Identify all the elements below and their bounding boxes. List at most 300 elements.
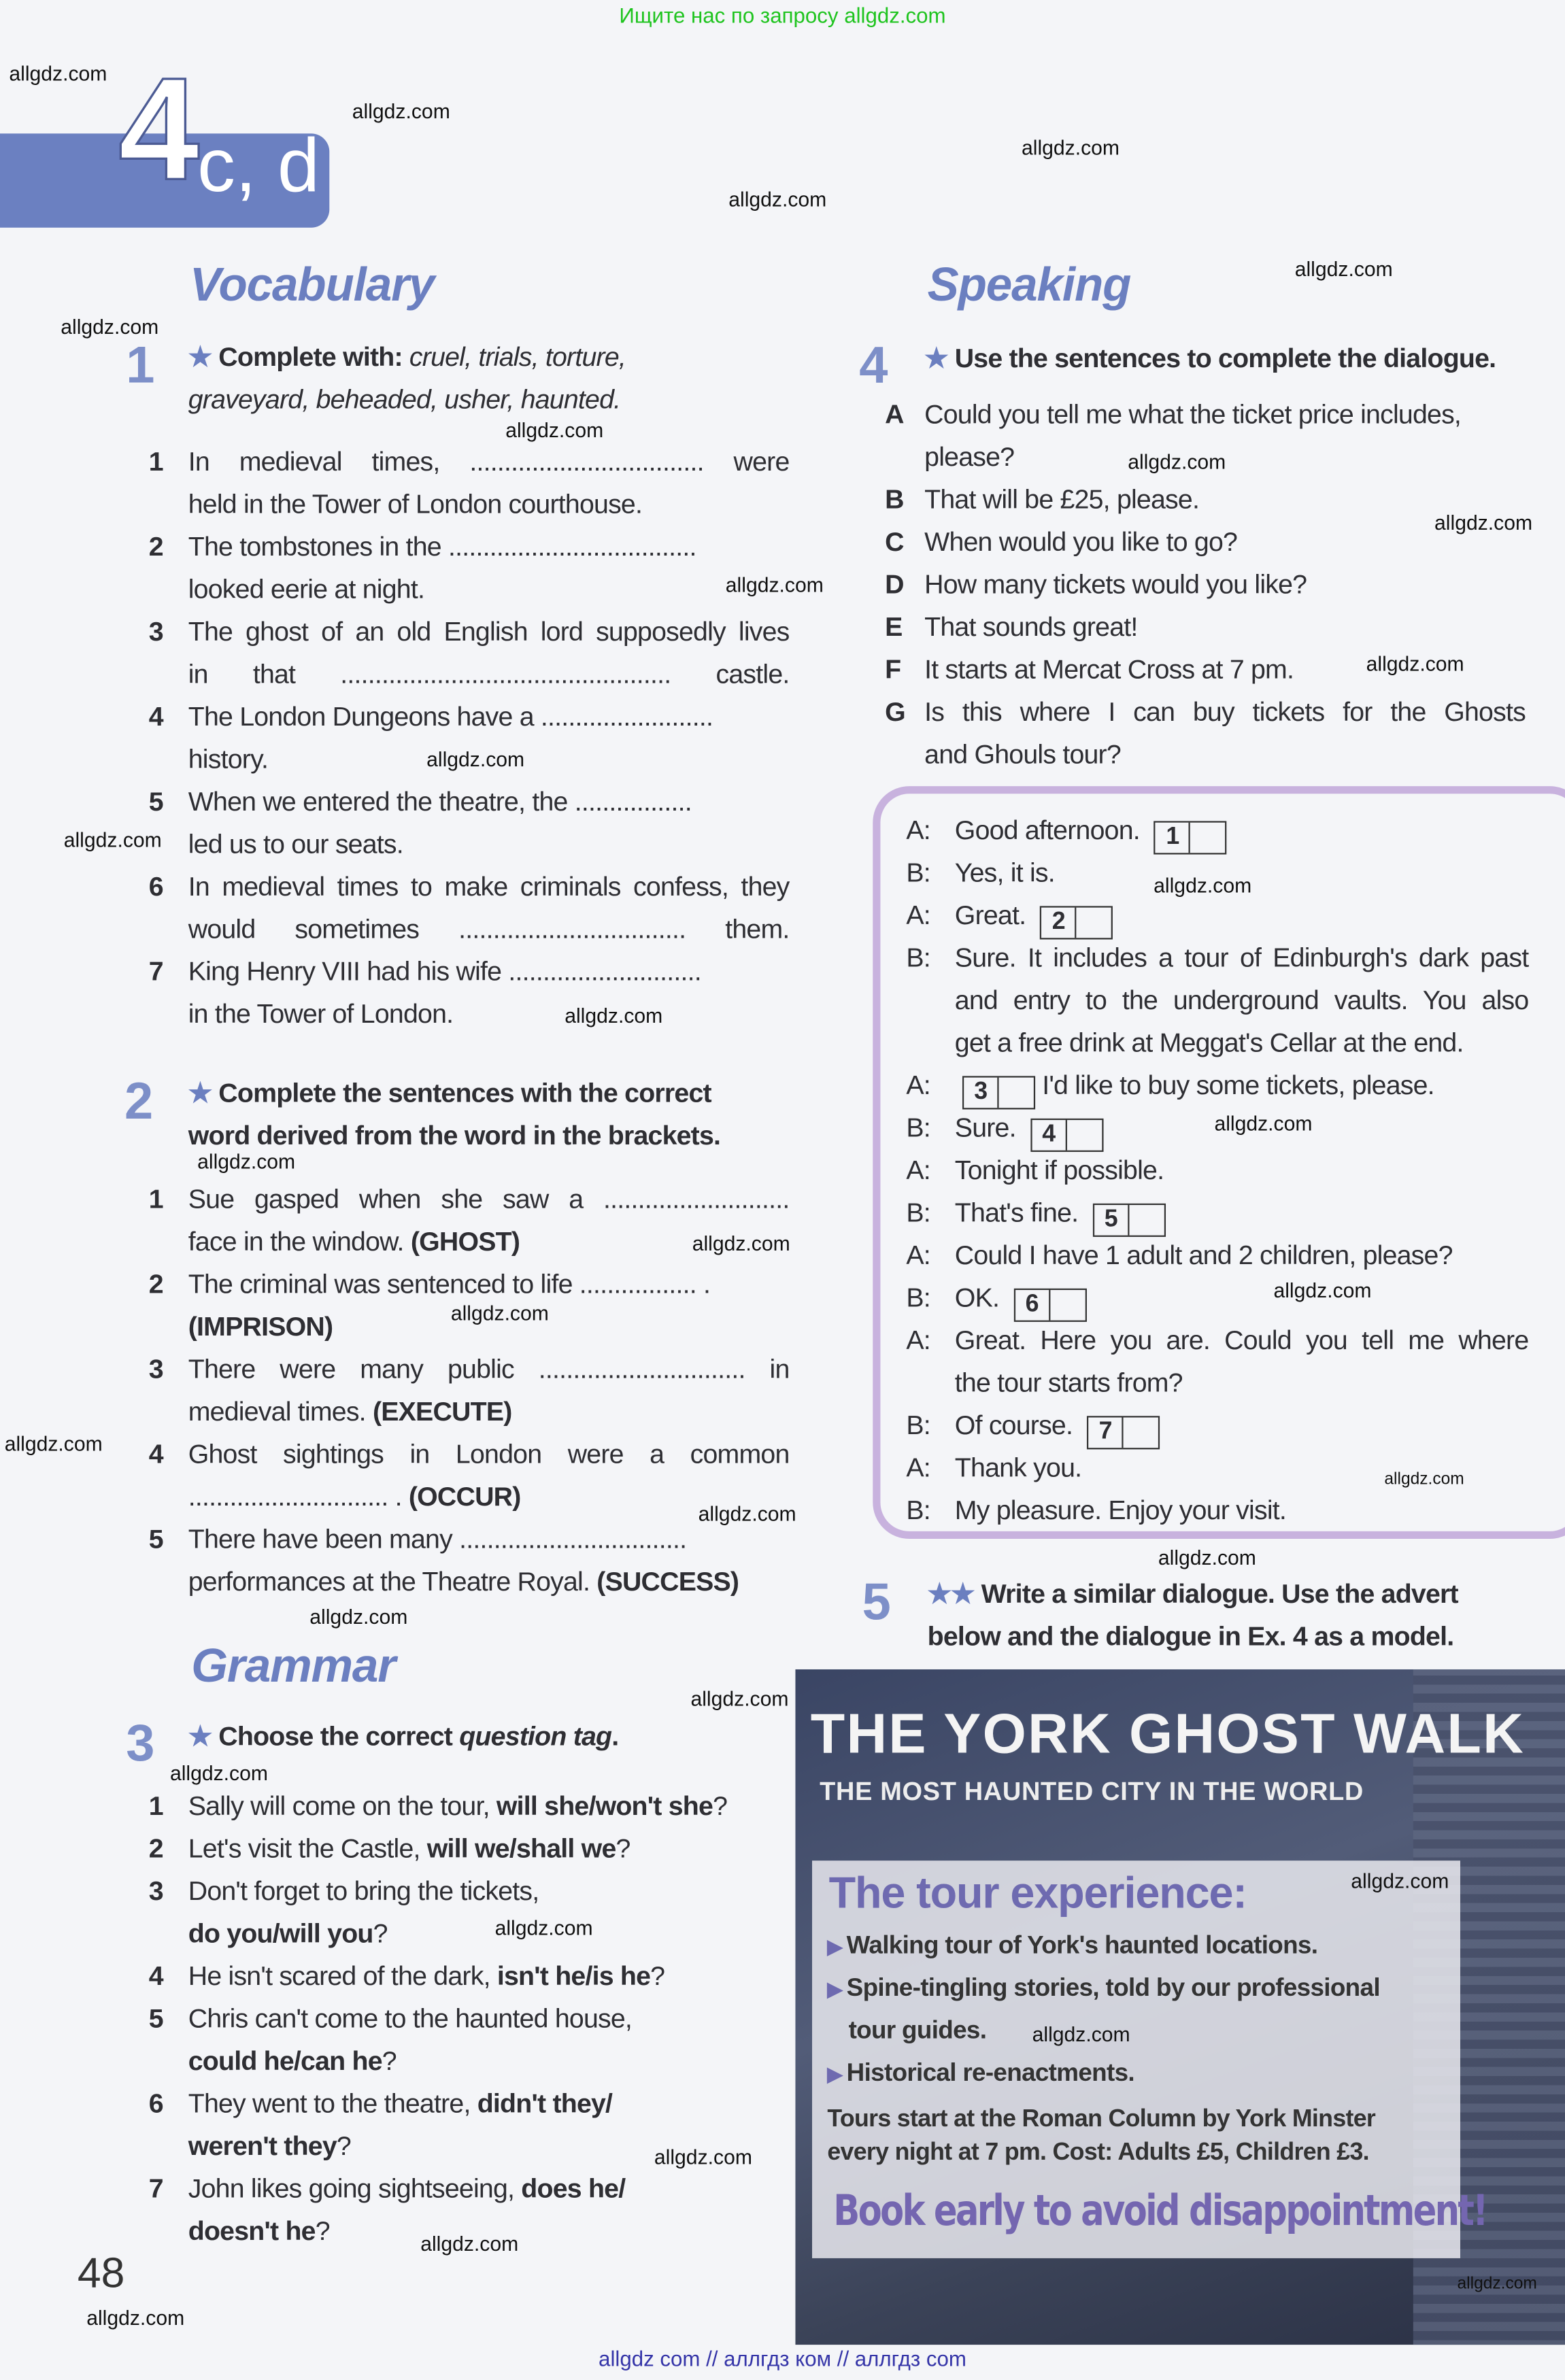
watermark: allgdz.com xyxy=(420,2232,519,2256)
bullet-text: Walking tour of York's haunted locations. xyxy=(846,1932,1318,1960)
text-segment: Is this where I can buy tickets for the Ghosts xyxy=(924,696,1526,728)
watermark: allgdz.com xyxy=(9,62,107,85)
star-icon: ★ xyxy=(188,1077,219,1108)
speaking-heading: Speaking xyxy=(927,258,1131,311)
triangle-bullet-icon: ▶ xyxy=(827,1977,842,2001)
answer-box xyxy=(1093,1204,1166,1237)
item-label: 1 xyxy=(148,1790,163,1822)
text-segment: Complete the sentences with the correct xyxy=(218,1077,711,1108)
line-text xyxy=(955,979,1529,1021)
watermark: allgdz.com xyxy=(86,2307,185,2330)
watermark: allgdz.com xyxy=(1366,652,1464,676)
item-label xyxy=(906,1361,954,1404)
watermark: allgdz.com xyxy=(690,1687,789,1711)
item-label: E xyxy=(885,611,903,643)
line-text xyxy=(955,1021,1529,1064)
item-label: A: xyxy=(906,1452,930,1483)
line-text xyxy=(924,690,1526,732)
text-segment: The ghost of an old English lord supposedly lives xyxy=(188,616,790,647)
line-text xyxy=(188,1178,790,1220)
item-line xyxy=(149,1518,790,1560)
line-text xyxy=(188,440,790,482)
item-line xyxy=(906,1404,1528,1446)
line-text xyxy=(188,993,790,1035)
item-label xyxy=(149,483,188,525)
item-line xyxy=(149,1785,790,1827)
text-segment: Great. xyxy=(954,900,1033,931)
exercise-number: 2 xyxy=(124,1072,154,1131)
text-line xyxy=(906,1361,1528,1404)
triangle-bullet-icon: ▶ xyxy=(827,2062,842,2086)
text-segment: (SUCCESS) xyxy=(596,1566,739,1597)
answer-box-number: 7 xyxy=(1089,1418,1124,1448)
text-segment: didn't they/ xyxy=(477,2088,613,2119)
text-line xyxy=(149,993,790,1035)
line-text xyxy=(188,1433,790,1475)
item-label xyxy=(885,337,924,379)
text-segment: Ghost sightings in London were a common xyxy=(188,1438,790,1469)
text-segment: held in the Tower of London courthouse. xyxy=(188,488,643,520)
item-label xyxy=(149,1715,188,1757)
item-label xyxy=(149,1912,188,1954)
answer-box xyxy=(1087,1416,1160,1449)
watermark: allgdz.com xyxy=(426,748,525,771)
item-label: G xyxy=(885,696,905,728)
item-label: B: xyxy=(906,1282,930,1313)
text-segment: The criminal was sentenced to life ................. . xyxy=(188,1268,711,1299)
watermark: allgdz.com xyxy=(505,418,604,442)
item-label: 6 xyxy=(148,2088,163,2119)
watermark: allgdz.com xyxy=(169,1762,268,1785)
text-segment: ? xyxy=(373,1918,388,1949)
text-segment: Yes, it is. xyxy=(954,857,1055,888)
text-segment: When would you like to go? xyxy=(924,526,1238,558)
text-segment: John likes going sightseeing, xyxy=(188,2173,522,2204)
watermark: allgdz.com xyxy=(1294,258,1393,281)
item-label: 2 xyxy=(148,531,163,562)
line-text xyxy=(188,950,790,992)
line-text xyxy=(955,936,1529,979)
item-label xyxy=(149,653,188,695)
text-segment: the tour starts from? xyxy=(954,1367,1183,1398)
item-line xyxy=(149,1433,790,1475)
tour-info-line: every night at 7 pm. Cost: Adults £5, Children £3. xyxy=(827,2139,1369,2166)
item-label: 4 xyxy=(148,1438,163,1469)
line-text xyxy=(955,1149,1529,1191)
watermark: allgdz.com xyxy=(61,316,159,339)
item-line xyxy=(149,1997,790,2039)
line-text xyxy=(924,605,1526,647)
exercise-number: 3 xyxy=(126,1714,155,1773)
item-line xyxy=(885,521,1526,563)
text-segment: looked eerie at night. xyxy=(188,573,425,605)
text-segment: When we entered the theatre, the ................. xyxy=(188,786,692,817)
watermark: allgdz.com xyxy=(1214,1112,1313,1136)
text-line xyxy=(885,337,1526,379)
item-line xyxy=(906,1064,1528,1106)
text-line xyxy=(149,335,790,377)
line-text xyxy=(188,653,790,695)
exercise-1 xyxy=(149,335,790,1035)
watermark: allgdz.com xyxy=(1128,450,1226,474)
item-label xyxy=(149,908,188,950)
item-label: B: xyxy=(906,1112,930,1143)
text-segment: OK. xyxy=(954,1282,1007,1313)
text-segment: King Henry VIII had his wife ............................ xyxy=(188,956,701,987)
watermark: allgdz.com xyxy=(197,1150,296,1174)
text-segment: ? xyxy=(315,2215,330,2247)
text-segment: There were many public .............................. in xyxy=(188,1353,790,1384)
text-segment: and entry to the underground vaults. You also xyxy=(954,985,1529,1016)
line-text xyxy=(924,337,1526,379)
item-label xyxy=(885,733,924,775)
line-text xyxy=(955,1319,1529,1361)
advert-panel xyxy=(812,1860,1487,2258)
star-icon: ★ xyxy=(924,343,955,374)
dialogue xyxy=(906,809,1528,1531)
item-label: A: xyxy=(906,1070,930,1101)
item-label: 5 xyxy=(148,2003,163,2034)
text-line xyxy=(885,733,1526,775)
watermark: allgdz.com xyxy=(725,573,824,597)
text-segment: word derived from the word in the brackets. xyxy=(188,1120,721,1151)
text-segment: Sally will come on the tour, xyxy=(188,1790,497,1822)
text-segment: Could you tell me what the ticket price includes, xyxy=(924,398,1462,430)
text-segment: (GHOST) xyxy=(410,1226,520,1257)
watermark: allgdz.com xyxy=(565,1004,663,1027)
text-segment: Chris can't come to the haunted house, xyxy=(188,2003,633,2034)
text-segment: That sounds great! xyxy=(924,611,1138,643)
text-segment: Let's visit the Castle, xyxy=(188,1833,427,1864)
text-segment: could he/can he xyxy=(188,2045,382,2077)
text-segment: weren't they xyxy=(188,2130,337,2162)
watermark: allgdz.com xyxy=(692,1232,790,1255)
item-label xyxy=(149,2210,188,2252)
tour-info xyxy=(827,2103,1375,2170)
answer-box-number: 5 xyxy=(1094,1205,1129,1236)
item-line xyxy=(149,865,790,907)
item-label xyxy=(149,335,188,377)
bullet-text: Historical re-enactments. xyxy=(846,2059,1134,2087)
text-segment: (EXECUTE) xyxy=(372,1396,512,1427)
item-label: A: xyxy=(906,1325,930,1355)
watermark: allgdz.com xyxy=(352,100,450,123)
line-text xyxy=(188,568,790,610)
text-segment: does he/ xyxy=(521,2173,626,2204)
item-label: C xyxy=(885,526,904,558)
line-text xyxy=(188,335,790,377)
triangle-bullet-icon: ▶ xyxy=(827,1935,842,1958)
text-segment: ? xyxy=(382,2045,397,2077)
line-text xyxy=(188,780,790,822)
line-text xyxy=(188,1072,790,1114)
item-label xyxy=(149,738,188,780)
text-segment: do you/will you xyxy=(188,1918,373,1949)
text-segment: will she/won't she xyxy=(496,1790,713,1822)
item-line xyxy=(149,780,790,822)
text-segment: get a free drink at Meggat's Cellar at the end. xyxy=(954,1027,1464,1058)
line-text xyxy=(188,865,790,907)
text-line xyxy=(149,1390,790,1432)
panel-heading: The tour experience: xyxy=(828,1869,1247,1918)
watermark: allgdz.com xyxy=(1154,874,1252,897)
line-text xyxy=(188,1870,790,1912)
item-line xyxy=(149,950,790,992)
item-label xyxy=(149,1072,188,1114)
text-line xyxy=(149,1475,790,1517)
text-segment: Good afternoon. xyxy=(954,815,1147,846)
watermark: allgdz.com xyxy=(698,1502,796,1525)
line-text xyxy=(955,1276,1529,1319)
watermark: allgdz.com xyxy=(1457,2275,1537,2294)
text-line xyxy=(149,483,790,525)
item-label: F xyxy=(885,653,901,685)
item-label xyxy=(149,568,188,610)
line-text xyxy=(188,1390,790,1432)
top-search-note: Ищите нас по запросу allgdz.com xyxy=(619,3,946,28)
line-text xyxy=(188,483,790,525)
item-line xyxy=(149,2082,790,2124)
watermark: allgdz.com xyxy=(4,1432,103,1456)
text-segment: Complete with: xyxy=(218,341,409,372)
text-segment: (IMPRISON) xyxy=(188,1311,333,1342)
text-segment: ............................. . xyxy=(188,1481,409,1512)
item-label: 1 xyxy=(148,446,163,477)
item-label xyxy=(885,436,924,478)
item-label xyxy=(149,2125,188,2167)
text-line xyxy=(149,568,790,610)
line-text xyxy=(188,1997,790,2039)
line-text xyxy=(188,1348,790,1390)
unit-number: 4 xyxy=(118,48,200,211)
text-line xyxy=(149,1912,790,1954)
watermark: allgdz.com xyxy=(1273,1279,1372,1302)
advert-title: THE YORK GHOST WALK xyxy=(810,1703,1525,1765)
watermark: allgdz.com xyxy=(1351,1869,1449,1893)
line-text xyxy=(188,1912,790,1954)
text-line xyxy=(149,908,790,950)
line-text xyxy=(188,2040,790,2082)
text-segment: They went to the theatre, xyxy=(188,2088,477,2119)
text-segment: It starts at Mercat Cross at 7 pm. xyxy=(924,653,1294,685)
text-line xyxy=(888,1572,1529,1614)
text-segment: cruel, trials, torture, xyxy=(409,341,626,372)
text-segment: will we/shall we xyxy=(426,1833,616,1864)
text-segment: Sure. xyxy=(954,1112,1023,1143)
line-text xyxy=(188,2167,790,2209)
line-text xyxy=(188,823,790,865)
text-segment: question tag xyxy=(459,1720,612,1752)
item-label: D xyxy=(885,568,904,600)
item-label: 5 xyxy=(148,786,163,817)
text-segment: ? xyxy=(616,1833,630,1864)
item-line xyxy=(885,563,1526,605)
text-segment: in that ................................................ castle. xyxy=(188,658,790,690)
exercise-4 xyxy=(885,337,1526,775)
watermark: allgdz.com xyxy=(450,1302,549,1325)
item-label: 4 xyxy=(148,1960,163,1992)
text-segment: He isn't scared of the dark, xyxy=(188,1960,497,1992)
item-line xyxy=(906,1319,1528,1361)
item-label: 1 xyxy=(148,1183,163,1214)
item-line xyxy=(149,1827,790,1869)
line-text xyxy=(188,1827,790,1869)
answer-box xyxy=(1041,906,1113,939)
star-icon: ★ xyxy=(188,1720,219,1752)
item-label: B: xyxy=(906,1495,930,1525)
item-line xyxy=(906,1489,1528,1531)
item-line xyxy=(885,393,1526,435)
line-text xyxy=(924,733,1526,775)
item-line xyxy=(149,610,790,652)
text-segment: There have been many ................................. xyxy=(188,1523,687,1554)
item-label xyxy=(149,1560,188,1602)
text-segment: and Ghouls tour? xyxy=(924,738,1121,770)
item-line xyxy=(149,2167,790,2209)
text-segment: Choose the correct xyxy=(218,1720,460,1752)
vocabulary-heading: Vocabulary xyxy=(189,258,435,311)
text-segment: That will be £25, please. xyxy=(924,483,1200,515)
bottom-note: allgdz com // аллгдз ком // аллгдз com xyxy=(599,2346,966,2371)
text-segment: medieval times. xyxy=(188,1396,373,1427)
watermark: allgdz.com xyxy=(1158,1546,1256,1569)
answer-box xyxy=(1154,821,1227,854)
page-number: 48 xyxy=(77,2249,125,2296)
item-label: 3 xyxy=(148,616,163,647)
text-segment: history. xyxy=(188,743,269,775)
text-segment: Of course. xyxy=(954,1410,1080,1440)
watermark: allgdz.com xyxy=(1434,511,1533,534)
text-segment: Don't forget to bring the tickets, xyxy=(188,1875,539,1907)
item-line xyxy=(906,894,1528,936)
line-text xyxy=(955,1361,1529,1404)
text-segment: in the Tower of London. xyxy=(188,998,454,1030)
york-ghost-walk-advert xyxy=(795,1669,1565,2345)
text-line xyxy=(149,1072,790,1114)
text-segment: I'd like to buy some tickets, please. xyxy=(1035,1070,1434,1101)
line-text xyxy=(955,1064,1529,1106)
text-segment: performances at the Theatre Royal. xyxy=(188,1566,597,1597)
bullet-item xyxy=(827,2052,1134,2096)
item-line xyxy=(885,690,1526,732)
watermark: allgdz.com xyxy=(1384,1470,1464,1489)
item-label xyxy=(906,1021,954,1064)
line-text xyxy=(955,894,1529,936)
text-segment: The tombstones in the .................................... xyxy=(188,531,696,562)
item-line xyxy=(149,440,790,482)
item-label: 3 xyxy=(148,1875,163,1907)
answer-box-number: 4 xyxy=(1032,1120,1066,1151)
line-text xyxy=(924,393,1526,435)
item-line xyxy=(149,1263,790,1305)
grammar-heading: Grammar xyxy=(191,1639,396,1693)
line-text xyxy=(928,1615,1529,1657)
item-label: 2 xyxy=(148,1268,163,1299)
item-line xyxy=(906,1149,1528,1191)
item-line xyxy=(906,809,1528,851)
text-segment: ? xyxy=(336,2130,351,2162)
item-label xyxy=(149,993,188,1035)
item-line xyxy=(906,1276,1528,1319)
text-segment: face in the window. xyxy=(188,1226,411,1257)
item-label: B xyxy=(885,483,904,515)
item-line xyxy=(885,478,1526,520)
line-text xyxy=(188,908,790,950)
item-label: A: xyxy=(906,1155,930,1186)
text-line xyxy=(149,1560,790,1602)
line-text xyxy=(955,1191,1529,1234)
line-text xyxy=(188,695,790,737)
item-line xyxy=(149,695,790,737)
item-label xyxy=(149,1114,188,1156)
line-text xyxy=(955,1404,1529,1446)
text-segment: doesn't he xyxy=(188,2215,316,2247)
text-segment: graveyard, beheaded, usher, haunted. xyxy=(188,384,621,415)
exercise-number: 5 xyxy=(862,1574,891,1632)
item-line xyxy=(906,1191,1528,1234)
unit-letters: c, d xyxy=(197,122,320,208)
item-line xyxy=(149,525,790,567)
text-segment: led us to our seats. xyxy=(188,828,403,860)
advert-subtitle: THE MOST HAUNTED CITY IN THE WORLD xyxy=(820,1777,1364,1806)
watermark: allgdz.com xyxy=(494,1916,593,1940)
text-segment: would sometimes ................................. them. xyxy=(188,913,790,945)
exercise-3 xyxy=(149,1715,790,2252)
text-segment: My pleasure. Enjoy your visit. xyxy=(954,1495,1287,1525)
answer-box xyxy=(962,1076,1035,1109)
item-line xyxy=(885,605,1526,647)
item-line xyxy=(149,1870,790,1912)
exercise-number: 4 xyxy=(859,337,888,395)
text-segment: That's fine. xyxy=(954,1197,1086,1228)
item-label: B: xyxy=(906,1197,930,1228)
exercise-number: 1 xyxy=(126,337,155,395)
item-label: 7 xyxy=(148,2173,163,2204)
item-label: A: xyxy=(906,815,930,846)
tour-info-line: Tours start at the Roman Column by York Minster xyxy=(827,2106,1376,2132)
line-text xyxy=(955,1489,1529,1531)
text-line xyxy=(149,2040,790,2082)
text-segment: Thank you. xyxy=(954,1452,1082,1483)
item-label: A: xyxy=(906,1240,930,1271)
text-segment: How many tickets would you like? xyxy=(924,568,1307,600)
line-text xyxy=(955,1234,1529,1276)
bullet-item-continued: tour guides. xyxy=(848,2017,987,2045)
bullet-item xyxy=(827,1924,1317,1969)
item-label: 2 xyxy=(148,1833,163,1864)
watermark: allgdz.com xyxy=(1032,2022,1130,2046)
star-icon: ★ xyxy=(188,341,219,372)
item-line xyxy=(149,1955,790,1997)
item-label: 7 xyxy=(148,956,163,987)
item-label xyxy=(149,1390,188,1432)
answer-box-number: 1 xyxy=(1156,823,1190,853)
text-segment: Write a similar dialogue. Use the advert xyxy=(981,1578,1458,1609)
text-line xyxy=(149,653,790,695)
star-icon: ★★ xyxy=(927,1578,981,1609)
item-label xyxy=(149,2040,188,2082)
book-early-slogan: Book early to avoid disappointment! xyxy=(833,2185,1487,2236)
line-text xyxy=(924,563,1526,605)
text-segment: Sue gasped when she saw a ........................... xyxy=(188,1183,790,1214)
item-label: A xyxy=(885,398,904,430)
item-label: 5 xyxy=(148,1523,163,1554)
exercise-5 xyxy=(888,1572,1529,1657)
item-label: 4 xyxy=(148,701,163,732)
text-line xyxy=(149,823,790,865)
bullet-text: Spine-tingling stories, told by our professional xyxy=(846,1974,1380,2002)
bullet-item xyxy=(827,1967,1380,2011)
